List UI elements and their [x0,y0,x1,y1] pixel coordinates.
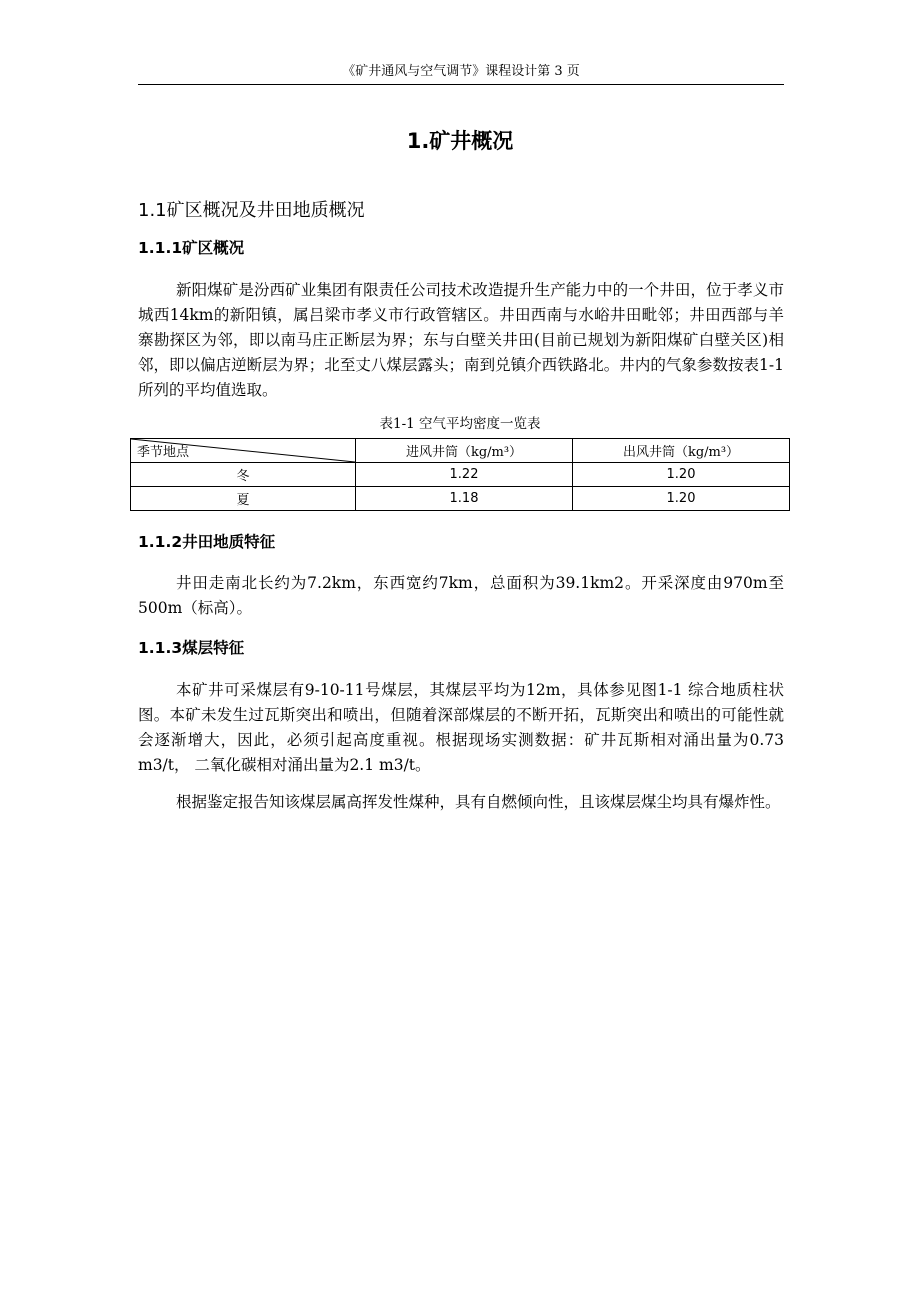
section-1-1-3-title: 1.1.3煤层特征 [138,639,245,657]
section-1-1-2-title: 1.1.2井田地质特征 [138,533,276,551]
row-intake-value: 1.22 [356,463,573,487]
column-header-intake: 进风井筒（kg/m³） [356,439,573,463]
table-row [131,487,790,511]
section-1-1-3-paragraph-1: 本矿井可采煤层有9-10-11号煤层，其煤层平均为12m，具体参见图1-1 综合地质柱状图。本矿未发生过瓦斯突出和喷出，但随着深部煤层的不断开拓，瓦斯突出和喷出的可能性就会逐渐增大，因此，必须引起高度重视。根据现场实测数据：矿井瓦斯相对涌出量为0.73 m3/t， 二氧化碳相对涌出量为2.1 m3/t。 [138,681,784,774]
column-header-outlet: 出风井筒（kg/m³） [573,439,790,463]
row-season: 冬 [131,463,356,487]
table-corner-header [131,439,356,463]
chapter-title: 1.矿井概况 [406,129,514,153]
table-row [131,463,790,487]
row-outlet-value: 1.20 [573,487,790,511]
section-1-1-1-title: 1.1.1矿区概况 [138,239,245,257]
section-1-1-title: 1.1矿区概况及井田地质概况 [138,200,365,221]
page-header: 《矿井通风与空气调节》课程设计第 3 页 [138,62,784,85]
row-outlet-value: 1.20 [573,463,790,487]
corner-header-label: 季节地点 [137,445,190,460]
section-1-1-1-paragraph: 新阳煤矿是汾西矿业集团有限责任公司技术改造提升生产能力中的一个井田，位于孝义市城西14km的新阳镇，属吕梁市孝义市行政管辖区。井田西南与水峪井田毗邻；井田西部与羊寨勘探区为邻，即以南马庄正断层为界；东与白壁关井田(目前已规划为新阳煤矿白壁关区)相邻，即以偏店逆断层为界；北至丈八煤层露头；南到兑镇介西铁路北。井内的气象参数按表1-1所列的平均值选取。 [138,281,784,399]
air-density-table [130,438,790,511]
section-1-1-2-paragraph: 井田走南北长约为7.2km，东西宽约7km，总面积为39.1km2。开采深度由970m至500m（标高）。 [138,574,784,617]
section-1-1-3-paragraph-2: 根据鉴定报告知该煤层属高挥发性煤种，具有自燃倾向性，且该煤层煤尘均具有爆炸性。 [176,793,781,811]
row-season: 夏 [131,487,356,511]
table-header-row [131,439,790,463]
table-caption: 表1-1 空气平均密度一览表 [379,416,541,432]
row-intake-value: 1.18 [356,487,573,511]
